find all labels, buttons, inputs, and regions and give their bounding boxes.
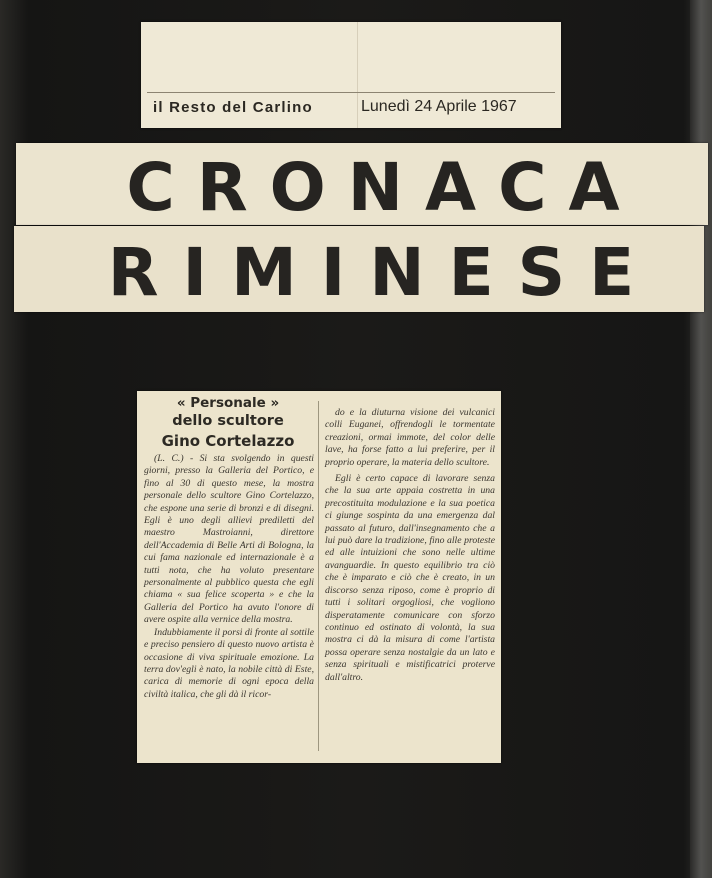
paper-fold <box>357 22 358 128</box>
masthead-rule <box>147 92 555 93</box>
article-title-line-3: Gino Cortelazzo <box>161 432 295 450</box>
column-divider <box>318 401 319 751</box>
article-column-1 <box>144 453 314 701</box>
headline-line-2: RIMINESE <box>107 234 659 311</box>
article-column-2 <box>325 407 495 684</box>
paragraph: (L. C.) - Si sta svolgendo in questi giorni, presso la Galleria del Portico, e fino al 30 di questo mese, la mostra personale dello scultore Gino Cortelazzo, che espone una serie di bronzi e di disegni. Egli è uno degli allievi prediletti del maestro Mastroianni, direttore dell'Accademia di Belle Arti di Bologna, la cui fama nazionale ed internazionale è a tutti nota, che ha voluto presentare personalmente al pubblico questa che egli chiama « sua felice scoperta » e che la Galleria del Portico ha avuto l'onore di avere ospite alla vernice della mostra. <box>144 453 314 626</box>
headline-strip-1 <box>16 143 708 225</box>
headline-strip-2 <box>14 226 704 312</box>
newspaper-name: il Resto del Carlino <box>153 99 313 116</box>
article-clipping <box>137 391 501 763</box>
paragraph: do e la diuturna visione dei vulcanici colli Euganei, offrendogli le tormentate creazioni, ormai immote, del color delle lave, ha forse fatto a lui preferire, per il proprio operare, la materia dello scultore. <box>325 407 495 468</box>
masthead-clipping <box>141 22 561 128</box>
article-title-line-1: « Personale » <box>176 395 280 411</box>
paragraph: Indubbiamente il porsi di fronte al sottile e preciso pensiero di questo nuovo artista è occasione di viva spirituale emozione. La terra dov'egli è nato, la nobile città di Este, carica di memorie di ogni epoca della civiltà italica, che gli dà il ricor- <box>144 626 314 700</box>
article-title-line-2: dello scultore <box>172 413 284 429</box>
plastic-sleeve-sheen <box>690 0 712 878</box>
paragraph: Egli è certo capace di lavorare senza che la sua arte appaia costretta in una precostituita modulazione e la sua poetica ci giunge sospinta da una emergenza dal passato al futuro, dall'insegnamento che a lui può dare la tradizione, fino alle proteste ed alle intuizioni che sono nelle ultime avanguardie. In questo equilibrio tra ciò che è imparato e ciò che è creato, in un discorso senza riposo, come è proprio di tutti i solitari orgogliosi, che vogliono disperatamente comunicare con sforzo continuo ed ostinato di volontà, la sua mostra ci dà la misura di come l'artista possa operare senza nostalgie da un lato e senza spirituali e mistificatrici proterve dall'altro. <box>325 473 495 683</box>
headline-line-1: CRONACA <box>126 149 642 226</box>
issue-date: Lunedì 24 Aprile 1967 <box>361 98 517 115</box>
